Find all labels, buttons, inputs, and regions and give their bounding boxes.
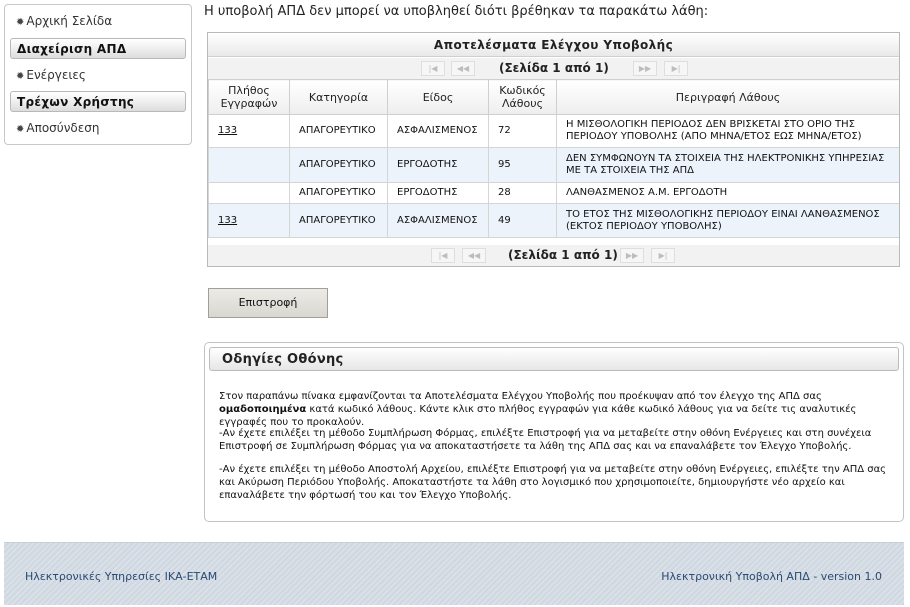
results-table: [208, 79, 900, 238]
error-code-cell: 72: [489, 115, 557, 148]
page-indicator: (Σελίδα 1 από 1): [508, 248, 618, 262]
category-cell: ΑΠΑΓΟΡΕΥΤΙΚΟ: [290, 204, 388, 238]
error-description-cell: [557, 148, 900, 183]
column-header-category[interactable]: Κατηγορία: [290, 80, 388, 115]
prev-page-icon[interactable]: ◀◀: [451, 61, 475, 76]
column-header-code-line2: Λάθους: [501, 97, 544, 110]
first-page-icon[interactable]: |◀: [421, 61, 445, 76]
error-code-cell: 28: [489, 183, 557, 204]
instructions-p1-bold: ομαδοποιημένα: [219, 404, 307, 415]
error-description-line1: ΔΕΝ ΣΥΜΦΩΝΟΥΝ ΤΑ ΣΤΟΙΧΕΙΑ ΤΗΣ ΗΛΕΚΤΡΟΝΙΚΗΣ ΥΠΗΡΕΣΙΑΣ: [566, 153, 885, 164]
error-description-cell: [557, 204, 900, 238]
error-description-cell: [557, 115, 900, 148]
category-cell: ΑΠΑΓΟΡΕΥΤΙΚΟ: [290, 115, 388, 148]
results-grid: [207, 32, 900, 267]
type-cell: ΑΣΦΑΛΙΣΜΕΝΟΣ: [388, 115, 489, 148]
sidebar-menu: [4, 4, 192, 145]
record-count-cell: [209, 183, 290, 204]
instructions-p1-text-end: κατά κωδικό λάθους. Κάντε κλικ στο πλήθος εγγραφών για κάθε κωδικό λάθους για να δείτε τις αναλυτικές εγγραφές που το προκαλούν.: [219, 404, 857, 428]
sidebar-item-logout[interactable]: [16, 121, 99, 135]
back-button[interactable]: Επιστροφή: [208, 288, 328, 318]
error-description-line2: ΠΕΡΙΟΔΟΥ ΥΠΟΒΟΛΗΣ (ΑΠΟ ΜΗΝΑ/ΕΤΟΣ ΕΩΣ ΜΗΝΑ/ΕΤΟΣ): [566, 131, 862, 142]
instructions-paragraph-1: [219, 390, 895, 429]
instructions-p1-text: Στον παραπάνω πίνακα εμφανίζονται τα Αποτελέσματα Ελέγχου Υποβολής που προέκυψαν από τον έλεγχο της ΑΠΔ σας: [219, 391, 822, 402]
sidebar-section-user: Τρέχων Χρήστης: [10, 91, 186, 112]
error-description-line2: ΜΕ ΤΑ ΣΤΟΙΧΕΙΑ ΤΗΣ ΑΠΔ: [566, 165, 694, 176]
page-title: Η υποβολή ΑΠΔ δεν μπορεί να υποβληθεί διότι βρέθηκαν τα παρακάτω λάθη:: [204, 4, 709, 19]
sidebar-item-home[interactable]: [16, 14, 112, 28]
footer-version: Ηλεκτρονική Υποβολή ΑΠΔ - version 1.0: [661, 570, 882, 583]
sidebar-item-home-label: Αρχική Σελίδα: [26, 14, 113, 28]
error-description-line1: Η ΜΙΣΘΟΛΟΓΙΚΗ ΠΕΡΙΟΔΟΣ ΔΕΝ ΒΡΙΣΚΕΤΑΙ ΣΤΟ ΟΡΙΟ ΤΗΣ: [566, 119, 855, 130]
type-cell: ΕΡΓΟΔΟΤΗΣ: [388, 183, 489, 204]
column-header-description[interactable]: Περιγραφή Λάθους: [557, 80, 900, 115]
table-row: [209, 115, 900, 148]
first-page-icon[interactable]: |◀: [431, 248, 455, 263]
column-header-code-line1: Κωδικός: [499, 84, 546, 97]
last-page-icon[interactable]: ▶|: [664, 61, 688, 76]
sidebar-section-apd: Διαχείριση ΑΠΔ: [10, 38, 186, 59]
column-header-count-line2: Εγγραφών: [220, 97, 278, 110]
instructions-paragraph-2: -Αν έχετε επιλέξει τη μέθοδο Συμπλήρωση Φόρμας, επιλέξτε Επιστροφή για να μεταβείτε στην οθόνη Ενέργειες και στη συνέχεια Επιστροφή σε Συμπλήρωση Φόρμας για να αποκαταστήσετε τα λάθη της ΑΠΔ σας και να επαναλάβετε τον Έλεγχο Υποβολής.: [219, 428, 872, 452]
record-count-cell: [209, 148, 290, 183]
gear-icon: ✹: [16, 17, 25, 28]
table-row: [209, 183, 900, 204]
error-description-line2: (ΕΚΤΟΣ ΠΕΡΙΟΔΟΥ ΥΠΟΒΟΛΗΣ): [566, 220, 722, 232]
screen-instructions-panel: [204, 342, 904, 522]
sidebar-item-actions-label: Ενέργειες: [26, 68, 86, 82]
results-caption: Αποτελέσματα Ελέγχου Υποβολής: [208, 33, 899, 57]
next-page-icon[interactable]: ▶▶: [633, 61, 657, 76]
last-page-icon[interactable]: ▶|: [651, 248, 675, 263]
column-header-count[interactable]: [209, 80, 290, 115]
record-count-cell: [209, 204, 290, 238]
column-header-count-line1: Πλήθος: [228, 84, 270, 97]
gear-icon: ✹: [16, 71, 25, 82]
sidebar-item-logout-label: Αποσύνδεση: [26, 121, 100, 135]
error-description-line1: ΤΟ ΕΤΟΣ ΤΗΣ ΜΙΣΘΟΛΟΓΙΚΗΣ ΠΕΡΙΟΔΟΥ ΕΙΝΑΙ ΛΑΝΘΑΣΜΕΝΟΣ: [566, 208, 880, 220]
error-code-cell: 95: [489, 148, 557, 183]
instructions-paragraph-3: -Αν έχετε επιλέξει τη μέθοδο Αποστολή Αρχείου, επιλέξτε Επιστροφή για να μεταβείτε στην οθόνη Ενέργειες, επιλέξτε την ΑΠΔ σας και Ακύρωση Περιόδου Υποβολής. Αποκαταστήστε τα λάθη στο λογισμικό που χρησιμοποιείτε, δημιουργήστε νέο αρχείο και επαναλάβετε την φόρτωσή του και τον Έλεγχο Υποβολής.: [219, 464, 887, 501]
gear-icon: ✹: [16, 124, 25, 135]
sidebar-item-actions[interactable]: [16, 68, 86, 82]
record-count-link[interactable]: 133: [218, 125, 238, 136]
table-row: [209, 204, 900, 238]
category-cell: ΑΠΑΓΟΡΕΥΤΙΚΟ: [290, 148, 388, 183]
pager-bottom: [208, 245, 899, 266]
pager-top: [208, 58, 899, 79]
record-count-cell: [209, 115, 290, 148]
instructions-title: Οδηγίες Οθόνης: [209, 347, 899, 371]
record-count-link[interactable]: 133: [218, 214, 238, 226]
next-page-icon[interactable]: ▶▶: [620, 248, 644, 263]
error-code-cell: 49: [489, 204, 557, 238]
table-header-row: [209, 80, 900, 115]
type-cell: ΑΣΦΑΛΙΣΜΕΝΟΣ: [388, 204, 489, 238]
table-row: [209, 148, 900, 183]
column-header-type[interactable]: Είδος: [388, 80, 489, 115]
footer-service-name: Ηλεκτρονικές Υπηρεσίες ΙΚΑ-ΕΤΑΜ: [25, 570, 218, 583]
type-cell: ΕΡΓΟΔΟΤΗΣ: [388, 148, 489, 183]
page-indicator: (Σελίδα 1 από 1): [499, 61, 609, 75]
error-description-line1: ΛΑΝΘΑΣΜΕΝΟΣ Α.Μ. ΕΡΓΟΔΟΤΗ: [566, 187, 728, 198]
error-description-cell: [557, 183, 900, 204]
footer: [4, 542, 904, 605]
category-cell: ΑΠΑΓΟΡΕΥΤΙΚΟ: [290, 183, 388, 204]
column-header-code[interactable]: [489, 80, 557, 115]
prev-page-icon[interactable]: ◀◀: [462, 248, 486, 263]
